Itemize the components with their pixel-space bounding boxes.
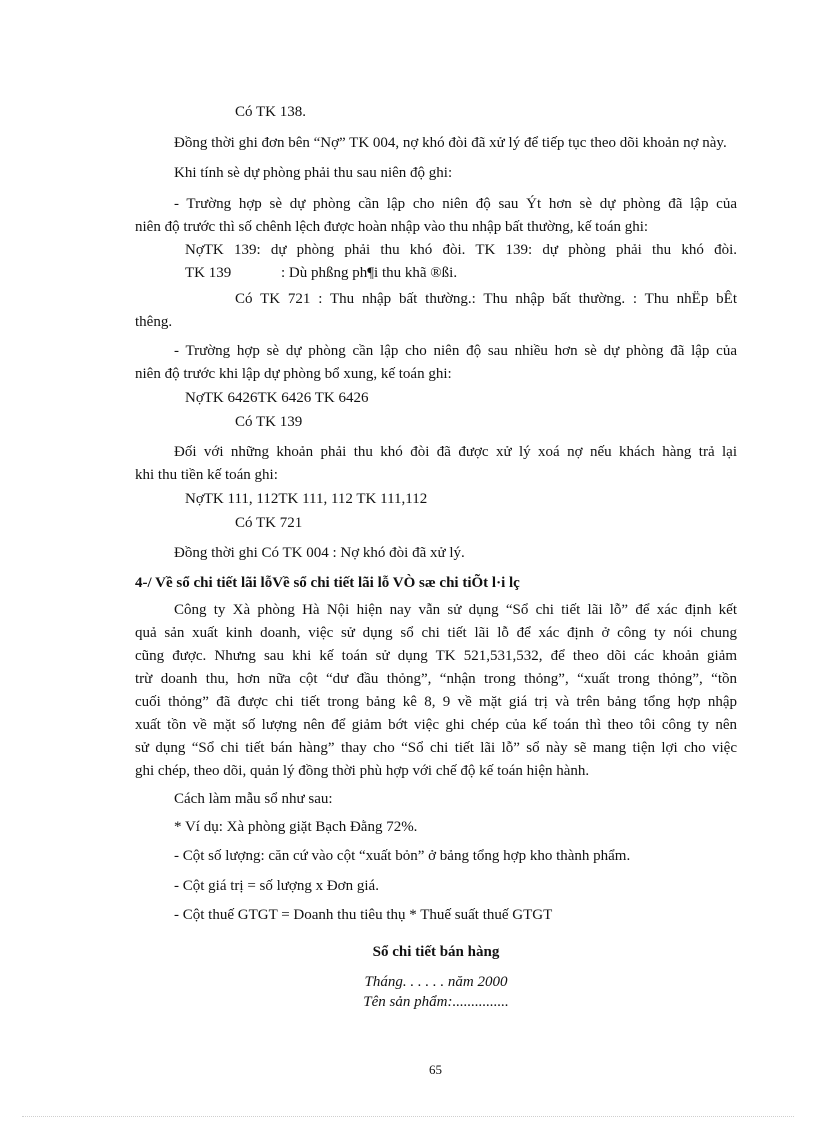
text-line: - Cột số lượng: căn cứ vào cột “xuất bỏn” ở bảng tổng hợp kho thành phẩm. — [174, 848, 631, 864]
ledger-title: Sổ chi tiết bán hàng — [372, 944, 500, 960]
text-line: khi thu tiền kế toán ghi: — [135, 467, 278, 483]
page-number: 65 — [429, 1062, 442, 1077]
text-line: niên độ trước thì số chênh lệch được hoàn nhập vào thu nhập bất thường, kế toán ghi: — [135, 219, 649, 235]
text-line: - Trường hợp sè dự phòng cần lập cho niên độ sau Ýt hơn sè dự phòng đã lập của — [174, 196, 737, 212]
text-line: NợTK 139: dự phòng phải thu khó đòi. TK 139: dự phòng phải thu khó đòi. — [185, 242, 737, 258]
text-line: cũng được. Nhưng sau khi kế toán sử dụng TK 521,531,532, để theo dõi các khoản giảm — [135, 648, 737, 664]
text-line: Đồng thời ghi Có TK 004 : Nợ khó đòi đã xử lý. — [174, 545, 465, 561]
text-line: TK 139 — [185, 265, 232, 281]
text-line: quả sản xuất kinh doanh, việc sử dụng sổ chi tiết lãi lỗ để xác định ở công ty nói chung — [135, 625, 737, 641]
text-line: niên độ trước khi lập dự phòng bổ xung, kế toán ghi: — [135, 366, 452, 382]
text-line: sử dụng “Sổ chi tiết bán hàng” thay cho “Sổ chi tiết lãi lỗ” sổ này sẽ mang tiện lợi cho việc — [135, 740, 737, 756]
ledger-month: Tháng. . . . . . năm 2000 — [364, 974, 508, 990]
text-line: NợTK 6426TK 6426 TK 6426 — [185, 390, 369, 406]
text-line: Có TK 139 — [235, 414, 303, 430]
page-bottom-rule — [22, 1116, 794, 1117]
text-line: Có TK 721 — [235, 515, 303, 531]
text-line: - Cột thuế GTGT = Doanh thu tiêu thụ * Thuế suất thuế GTGT — [174, 907, 553, 923]
text-line: thêng. — [135, 314, 173, 330]
text-line: - Cột giá trị = số lượng x Đơn giá. — [174, 878, 379, 894]
text-line: Đồng thời ghi đơn bên “Nợ” TK 004, nợ khó đòi đã xử lý để tiếp tục theo dõi khoản nợ này. — [174, 135, 727, 151]
text-line: trừ doanh thu, hơn nữa cột “dư đầu thỏng”, “nhận trong thỏng”, “xuất trong thỏng”, “tồn — [135, 671, 737, 687]
text-line: Khi tính sè dự phòng phải thu sau niên độ ghi: — [174, 165, 453, 181]
text-line: ghi chép, theo dõi, quản lý đồng thời phù hợp với chế độ kế toán hiện hành. — [135, 763, 590, 779]
ledger-product: Tên sản phẩm:............... — [363, 994, 509, 1010]
text-line: * Ví dụ: Xà phòng giặt Bạch Đằng 72%. — [174, 819, 418, 835]
text-line: : Dù phßng ph¶i thu khã ®ßi. — [281, 265, 458, 281]
text-line: NợTK 111, 112TK 111, 112 TK 111,112 — [185, 491, 428, 507]
text-line: Công ty Xà phòng Hà Nội hiện nay vẫn sử dụng “Sổ chi tiết lãi lỗ” để xác định kết — [174, 602, 737, 618]
text-line: Cách làm mẫu sổ như sau: — [174, 791, 333, 807]
text-line: Có TK 721 : Thu nhập bất thường.: Thu nhập bất thường. : Thu nhËp bÊt — [235, 291, 737, 307]
text-line: Có TK 138. — [235, 104, 306, 120]
text-line: - Trường hợp sè dự phòng cần lập cho niên độ sau nhiều hơn sè dự phòng đã lập của — [174, 343, 737, 359]
text-line: cuối thỏng” đã được chi tiết trong bảng kê 8, 9 về mặt giá trị và trên bảng tổng hợp nhập — [135, 694, 737, 710]
section-heading: 4-/ Về sổ chi tiết lãi lỗVề sổ chi tiết lãi lỗ VÒ sæ chi tiÕt l·i lç — [135, 575, 520, 591]
text-line: Đối với những khoản phải thu khó đòi đã được xử lý xoá nợ nếu khách hàng trả lại — [174, 444, 737, 460]
text-line: xuất tồn về mặt số lượng nên để giảm bớt việc ghi chép của kế toán thì theo tôi công ty nên — [135, 717, 737, 733]
